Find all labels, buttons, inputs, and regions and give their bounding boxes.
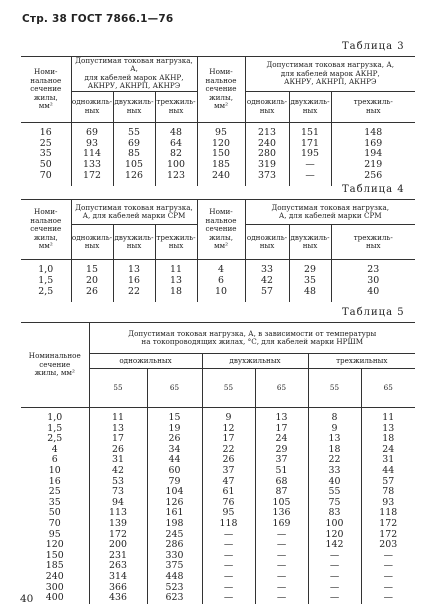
t3-cell: 85	[113, 149, 155, 160]
t5-cell: 300	[21, 583, 89, 594]
table3	[21, 56, 415, 186]
t5-cell: 22	[308, 455, 361, 466]
t5-cell: 12	[202, 424, 255, 435]
t3-subcol: трехжиль- ных	[331, 91, 415, 122]
t5-cell: 26	[147, 434, 202, 445]
t5-cell: 11	[89, 408, 147, 424]
t3-subcol: двухжиль- ных	[289, 91, 331, 122]
table-row	[21, 508, 415, 519]
t4-cell: 30	[367, 274, 380, 286]
t5-cell: 26	[89, 445, 147, 456]
t4-subcol: одножиль- ных	[245, 225, 289, 260]
t5-cell: 161	[147, 508, 202, 519]
t4-cell: 57	[245, 287, 289, 302]
t5-cell: 50	[21, 508, 89, 519]
t5-cell: 33	[308, 466, 361, 477]
t5-cell: 87	[255, 487, 308, 498]
t4-cell: 26	[71, 287, 113, 302]
table-row	[21, 561, 415, 572]
t3-cell: 70	[21, 171, 71, 186]
t5-cell: 24	[382, 443, 395, 455]
t5-temp: 55	[89, 369, 147, 408]
t3-cell: 319	[245, 160, 289, 171]
t5-cell: 200	[89, 540, 147, 551]
t3-cell: —	[289, 171, 331, 186]
t5-cell: 13	[308, 434, 361, 445]
t4-subcol: двухжиль- ных	[289, 225, 331, 260]
t5-cell: 104	[147, 487, 202, 498]
t5-cell: —	[308, 593, 361, 604]
t3-cell: 126	[113, 171, 155, 186]
t3-cell: 373	[245, 171, 289, 186]
t4-cell: 29	[289, 260, 331, 276]
t4-subcol: трехжиль- ных	[331, 225, 415, 260]
t3-group-left: Допустимая токовая нагрузка, А, для кабелей марок АКНР, АКНРУ, АКНРП, АКНРЭ	[71, 57, 197, 92]
t5-cell: 17	[255, 424, 308, 435]
table4	[21, 199, 415, 302]
t5-cell: 8	[308, 408, 361, 424]
t3-cell: 240	[245, 139, 289, 150]
t5-cell: 139	[89, 519, 147, 530]
t5-cell: 18	[308, 445, 361, 456]
t4-subcol: трехжиль- ных	[155, 225, 197, 260]
t4-cell: 40	[367, 285, 380, 297]
t5-cell: 94	[89, 498, 147, 509]
t4-cell: 10	[197, 287, 245, 302]
t5-cell: 13	[382, 422, 395, 434]
t5-cell: —	[308, 561, 361, 572]
t4-cell: 13	[113, 260, 155, 276]
t3-cell: 172	[71, 171, 113, 186]
t3-cell: 25	[21, 139, 71, 150]
table-row	[21, 498, 415, 509]
t5-cell: —	[255, 530, 308, 541]
t4-cell: 20	[71, 276, 113, 287]
t5-cell: 172	[379, 528, 398, 540]
t5-cell: 19	[147, 424, 202, 435]
t5-cell: 120	[308, 530, 361, 541]
table-row	[21, 434, 415, 445]
t4-cell: 1,5	[21, 276, 71, 287]
t5-cell: 47	[202, 477, 255, 488]
table5	[21, 322, 415, 604]
t4-subcol: одножиль- ных	[71, 225, 113, 260]
table-row	[21, 583, 415, 594]
t5-cell: —	[383, 560, 393, 572]
t5-cell: 44	[382, 464, 395, 476]
t5-cell: 120	[21, 540, 89, 551]
t4-cell: 18	[155, 287, 197, 302]
t5-cell: 10	[21, 466, 89, 477]
t5-cell: —	[383, 570, 393, 582]
t3-subcol: двухжиль- ных	[113, 91, 155, 122]
t3-cell: 171	[289, 139, 331, 150]
t5-cell: 42	[89, 466, 147, 477]
t5-cell: 436	[89, 593, 147, 604]
t4-group-left: Допустимая токовая нагрузка, А, для кабелей марки СРМ	[71, 200, 197, 225]
t4-cell: 23	[367, 264, 380, 275]
t5-cell: 448	[147, 572, 202, 583]
t3-cell: 195	[289, 149, 331, 160]
t5-temp: 65	[147, 369, 202, 408]
t5-cell: 79	[147, 477, 202, 488]
table-row	[21, 530, 415, 541]
t3-cell: 69	[71, 122, 113, 138]
t3-cell: 123	[155, 171, 197, 186]
table-row	[21, 408, 415, 424]
t3-cell: 48	[155, 122, 197, 138]
t5-cell: 31	[382, 454, 395, 466]
t5-cell: 78	[382, 486, 395, 498]
t3-cell: 219	[364, 159, 383, 171]
t3-cell: 148	[364, 126, 383, 138]
t5-cell: 76	[202, 498, 255, 509]
table-row	[21, 287, 415, 302]
t5-cell: —	[202, 551, 255, 562]
t5-cell: 2,5	[21, 434, 89, 445]
t5-cell: 37	[202, 466, 255, 477]
t5-cell: 1,5	[21, 424, 89, 435]
t5-cell: 523	[147, 583, 202, 594]
t5-cell: 6	[21, 455, 89, 466]
table3-caption: Таблица 3	[342, 41, 405, 52]
table4-caption: Таблица 4	[342, 184, 405, 195]
t5-cell: —	[202, 583, 255, 594]
t5-cell: 169	[255, 519, 308, 530]
table-row	[21, 540, 415, 551]
t5-cell: 37	[255, 455, 308, 466]
t5-cell: 55	[308, 487, 361, 498]
t3-cell: 16	[21, 122, 71, 138]
t5-temp: 65	[361, 369, 415, 408]
t5-cell: 203	[379, 539, 398, 551]
t5-cell: 1,0	[21, 408, 89, 424]
t4-cell: 35	[289, 276, 331, 287]
t5-subgroup: одножильных	[89, 354, 202, 369]
t4-col-section-right: Номи- нальное сечение жилы, мм²	[197, 200, 245, 260]
t5-cell: 118	[379, 507, 398, 519]
t5-cell: —	[255, 551, 308, 562]
t5-cell: 366	[89, 583, 147, 594]
t4-cell: 4	[197, 260, 245, 276]
t5-cell: 17	[202, 434, 255, 445]
t5-cell: —	[383, 592, 393, 604]
t5-cell: 15	[147, 408, 202, 424]
t5-col-section: Номинальное сечение жилы, мм²	[21, 323, 89, 408]
t5-cell: 44	[147, 455, 202, 466]
table-row	[21, 477, 415, 488]
t4-cell: 42	[245, 276, 289, 287]
t3-col-section-right: Номи- нальное сечение жилы, мм²	[197, 57, 245, 123]
t3-cell: 95	[197, 122, 245, 138]
t5-cell: 68	[255, 477, 308, 488]
t5-cell: 245	[147, 530, 202, 541]
t5-cell: 113	[89, 508, 147, 519]
t3-group-right: Допустимая токовая нагрузка, А, для кабелей марок АКНР, АКНРУ, АКНРП, АКНРЭ	[245, 57, 415, 92]
t5-cell: 51	[255, 466, 308, 477]
t3-cell: 93	[71, 139, 113, 150]
page-number: 40	[20, 593, 34, 605]
t5-cell: 57	[382, 475, 395, 487]
t5-cell: 185	[21, 561, 89, 572]
table-row	[21, 424, 415, 435]
table-row	[21, 122, 415, 138]
t5-cell: —	[255, 561, 308, 572]
table-row	[21, 593, 415, 604]
t5-cell: —	[202, 572, 255, 583]
t3-subcol: одножиль- ных	[71, 91, 113, 122]
t3-cell: 69	[113, 139, 155, 150]
t5-cell: 240	[21, 572, 89, 583]
t5-cell: 136	[255, 508, 308, 519]
t5-cell: 60	[147, 466, 202, 477]
t5-cell: 198	[147, 519, 202, 530]
t4-subcol: двухжиль- ных	[113, 225, 155, 260]
t5-cell: 18	[382, 433, 395, 445]
t5-cell: —	[202, 530, 255, 541]
t5-cell: —	[255, 540, 308, 551]
t5-cell: —	[383, 581, 393, 593]
t5-cell: —	[202, 540, 255, 551]
t4-cell: 33	[245, 260, 289, 276]
t5-cell: 31	[89, 455, 147, 466]
t5-cell: 25	[21, 487, 89, 498]
t5-cell: 100	[308, 519, 361, 530]
t5-cell: 17	[89, 434, 147, 445]
t3-subcol: одножиль- ных	[245, 91, 289, 122]
t5-subgroup: двухжильных	[202, 354, 308, 369]
t3-cell: 151	[289, 122, 331, 138]
t5-cell: 53	[89, 477, 147, 488]
t3-cell: —	[289, 160, 331, 171]
t3-cell: 35	[21, 149, 71, 160]
t3-cell: 120	[197, 139, 245, 150]
t4-cell: 22	[113, 287, 155, 302]
t4-cell: 48	[289, 287, 331, 302]
t5-cell: 4	[21, 445, 89, 456]
t4-cell: 15	[71, 260, 113, 276]
t4-cell: 1,0	[21, 260, 71, 276]
t5-cell: 22	[202, 445, 255, 456]
t5-cell: 118	[202, 519, 255, 530]
t3-col-section-left: Номи- нальное сечение жилы, мм²	[21, 57, 71, 123]
t3-cell: 82	[155, 149, 197, 160]
t3-cell: 114	[71, 149, 113, 160]
table-row	[21, 260, 415, 276]
t5-cell: —	[308, 551, 361, 562]
t5-cell: 34	[147, 445, 202, 456]
t5-cell: 40	[308, 477, 361, 488]
t5-cell: 400	[21, 593, 89, 604]
t4-cell: 6	[197, 276, 245, 287]
t5-cell: 13	[255, 408, 308, 424]
t4-cell: 16	[113, 276, 155, 287]
t5-cell: —	[308, 583, 361, 594]
t3-cell: 169	[364, 137, 383, 149]
table-row	[21, 551, 415, 562]
t5-temp: 65	[255, 369, 308, 408]
t5-group: Допустимая токовая нагрузка, А, в зависимости от температуры на токопроводящих жилах, °С, для кабелей марки НРШМ	[89, 323, 415, 354]
t3-cell: 256	[364, 170, 383, 182]
t5-cell: 150	[21, 551, 89, 562]
t3-cell: 280	[245, 149, 289, 160]
t5-cell: 95	[202, 508, 255, 519]
t5-cell: 105	[255, 498, 308, 509]
table5-caption: Таблица 5	[342, 307, 405, 318]
t3-cell: 194	[364, 148, 383, 160]
t5-temp: 55	[308, 369, 361, 408]
t5-cell: 16	[21, 477, 89, 488]
t3-cell: 185	[197, 160, 245, 171]
t4-col-section-left: Номи- нальное сечение жилы, мм²	[21, 200, 71, 260]
t3-cell: 105	[113, 160, 155, 171]
table-row	[21, 455, 415, 466]
t5-cell: 93	[382, 496, 395, 508]
t5-cell: 95	[21, 530, 89, 541]
t3-cell: 100	[155, 160, 197, 171]
t3-cell: 150	[197, 149, 245, 160]
table-row	[21, 519, 415, 530]
t5-cell: 73	[89, 487, 147, 498]
t5-cell: —	[255, 583, 308, 594]
t5-cell: —	[255, 593, 308, 604]
t5-cell: 75	[308, 498, 361, 509]
t5-cell: 26	[202, 455, 255, 466]
t5-cell: 231	[89, 551, 147, 562]
t5-cell: 172	[89, 530, 147, 541]
t5-cell: 142	[308, 540, 361, 551]
t5-cell: —	[202, 593, 255, 604]
t5-cell: 83	[308, 508, 361, 519]
t4-cell: 11	[155, 260, 197, 276]
t5-cell: 126	[147, 498, 202, 509]
t5-cell: 13	[89, 424, 147, 435]
t4-cell: 2,5	[21, 287, 71, 302]
t4-cell: 13	[155, 276, 197, 287]
t5-cell: —	[202, 561, 255, 572]
table-row	[21, 466, 415, 477]
t3-cell: 64	[155, 139, 197, 150]
t5-cell: 172	[379, 517, 398, 529]
t5-cell: 35	[21, 498, 89, 509]
table-row	[21, 572, 415, 583]
t3-cell: 133	[71, 160, 113, 171]
table-row	[21, 445, 415, 456]
t5-cell: 24	[255, 434, 308, 445]
t5-cell: 61	[202, 487, 255, 498]
t3-cell: 50	[21, 160, 71, 171]
t5-cell: 623	[147, 593, 202, 604]
t5-cell: —	[255, 572, 308, 583]
t5-cell: 330	[147, 551, 202, 562]
page-header: Стр. 38 ГОСТ 7866.1—76	[22, 13, 174, 25]
t3-subcol: трехжиль- ных	[155, 91, 197, 122]
t5-cell: 314	[89, 572, 147, 583]
table-row	[21, 487, 415, 498]
t5-cell: 9	[202, 408, 255, 424]
t3-cell: 240	[197, 171, 245, 186]
t3-cell: 213	[245, 122, 289, 138]
t3-cell: 55	[113, 122, 155, 138]
t5-cell: —	[308, 572, 361, 583]
t5-cell: —	[383, 549, 393, 561]
t4-group-right: Допустимая токовая нагрузка, А, для кабелей марки СРМ	[245, 200, 415, 225]
t5-subgroup: трехжильных	[308, 354, 415, 369]
t5-cell: 70	[21, 519, 89, 530]
t5-cell: 263	[89, 561, 147, 572]
t5-cell: 375	[147, 561, 202, 572]
t5-cell: 286	[147, 540, 202, 551]
t5-cell: 9	[308, 424, 361, 435]
t5-cell: 29	[255, 445, 308, 456]
t5-temp: 55	[202, 369, 255, 408]
t5-cell: 11	[382, 412, 395, 423]
